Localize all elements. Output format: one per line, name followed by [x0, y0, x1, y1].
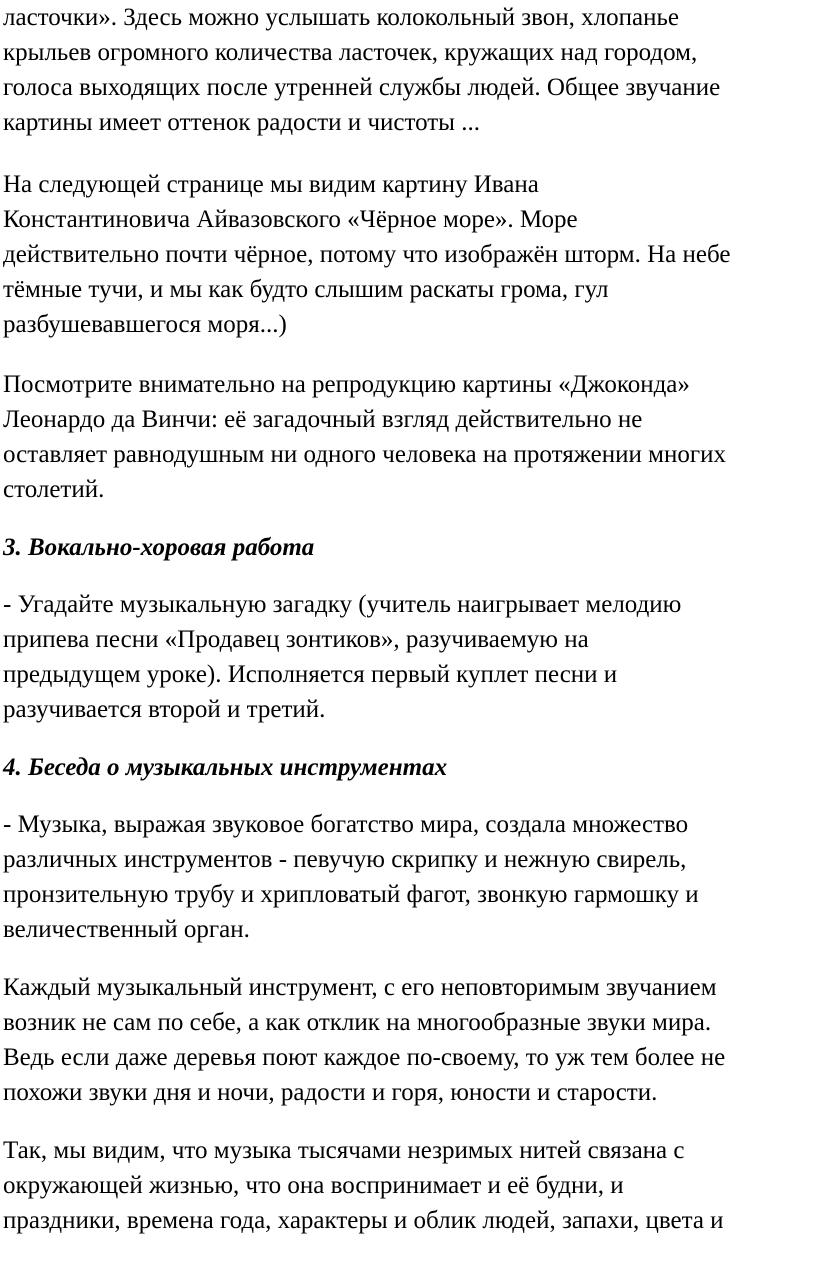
paragraph-aivazovsky [3, 167, 815, 342]
text-line: голоса выходящих после утренней службы людей. Общее звучание [3, 74, 721, 101]
text-line: На следующей странице мы видим картину Ивана [3, 171, 539, 198]
paragraph-instrument-origins [3, 970, 815, 1110]
text-line: Леонардо да Винчи: её загадочный взгляд действительно не [3, 406, 643, 433]
text-line: разбушевавшегося моря...) [3, 311, 287, 338]
text-line: Так, мы видим, что музыка тысячами незримых нитей связана с [3, 1137, 685, 1164]
text-line: праздники, времена года, характеры и облик людей, запахи, цвета и [3, 1207, 724, 1234]
text-line: действительно почти чёрное, потому что изображён шторм. На небе [3, 241, 731, 268]
text-line: Каждый музыкальный инструмент, с его неповторимым звучанием [3, 974, 717, 1001]
text-line: похожи звуки дня и ночи, радости и горя, юности и старости. [3, 1079, 658, 1106]
paragraph-music-riddle [3, 587, 815, 727]
text-line: разучивается второй и третий. [3, 696, 326, 723]
text-line: окружающей жизнью, что она воспринимает и её будни, и [3, 1172, 624, 1199]
text-line: Константиновича Айвазовского «Чёрное море». Море [3, 206, 578, 233]
text-line: оставляет равнодушным ни одного человека на протяжении многих [3, 441, 726, 468]
text-line: Ведь если даже деревья поют каждое по-своему, то уж тем более не [3, 1044, 726, 1071]
text-line: картины имеет оттенок радости и чистоты ... [3, 109, 480, 136]
section-heading-vocal-choral: 3. Вокально-хоровая работа [3, 534, 315, 561]
paragraph-music-and-life [3, 1133, 815, 1238]
text-line: величественный орган. [3, 916, 250, 943]
text-line: - Угадайте музыкальную загадку (учитель наигрывает мелодию [3, 591, 682, 618]
paragraph-swallows [3, 0, 815, 140]
text-line: различных инструментов - певучую скрипку и нежную свирель, [3, 846, 687, 873]
section-heading-instruments: 4. Беседа о музыкальных инструментах [3, 754, 448, 781]
paragraph-instruments-variety [3, 807, 815, 947]
text-line: предыдущем уроке). Исполняется первый куплет песни и [3, 661, 618, 688]
text-line: тёмные тучи, и мы как будто слышим раскаты грома, гул [3, 276, 609, 303]
text-line: ласточки». Здесь можно услышать колокольный звон, хлопанье [3, 4, 680, 31]
text-line: Посмотрите внимательно на репродукцию картины «Джоконда» [3, 371, 690, 398]
text-line: крыльев огромного количества ласточек, кружащих над городом, [3, 39, 698, 66]
text-line: пронзительную трубу и хрипловатый фагот, звонкую гармошку и [3, 881, 699, 908]
text-line: припева песни «Продавец зонтиков», разучиваемую на [3, 626, 589, 653]
text-line: столетий. [3, 476, 105, 503]
text-line: возник не сам по себе, а как отклик на многообразные звуки мира. [3, 1009, 712, 1036]
paragraph-gioconda [3, 367, 815, 507]
text-line: - Музыка, выражая звуковое богатство мира, создала множество [3, 811, 689, 838]
